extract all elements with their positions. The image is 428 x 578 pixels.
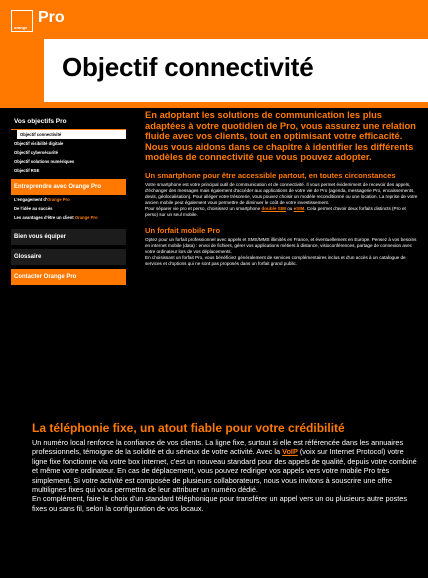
nav-item-cybersecurite[interactable]: Objectif cybersécurité	[14, 150, 58, 155]
nav-section-contact[interactable]: Contacter Orange Pro	[11, 269, 126, 285]
orange-logo: orange	[11, 10, 33, 32]
nav-section-vos-objectifs[interactable]: Vos objectifs Pro	[11, 114, 126, 130]
nav-item-solutions-numeriques[interactable]: Objectif solutions numériques	[14, 159, 75, 164]
nav-item-connectivite[interactable]: Objectif connectivité	[17, 130, 126, 139]
section-text-forfait: Optez pour un forfait professionnel avec appels et SMS/MMS illimités en France, et éventuellement en Europe. Pensez à vos besoins en internet mobile (data) : envoi de fichiers, gérer vos applications métiers à distance, visioconférences, partage de connexion avec votre ordinateur lors de vos déplacements.	[145, 236, 417, 254]
nav-section-entreprendre[interactable]: Entreprendre avec Orange Pro	[11, 179, 126, 195]
section-text-forfait-2: En choisissant un forfait Pro, vous bénéficiez généralement de services complémentaires inclus et d'un accès à un catalogue de services et d'options qui ne sont pas proposés dans un forfait grand public.	[145, 254, 406, 266]
nav-item-engagement[interactable]: L'engagement d'Orange Pro	[14, 197, 70, 202]
section-text-smartphone-sim: Pour séparer vie pro et perso, choisissez un smartphone double SIM ou eSIM. Cela permet d'avoir deux forfaits distincts (Pro et perso) sur un seul mobile.	[145, 205, 406, 217]
nav-item-idee-succes[interactable]: De l'idée au succès	[14, 206, 53, 211]
voip-link[interactable]: VoIP	[282, 447, 298, 457]
section-title-smartphone: Un smartphone pour être accessible partout, en toutes circonstances	[145, 170, 396, 180]
fixed-telephony-section	[32, 421, 417, 513]
nav-section-glossaire[interactable]: Glossaire	[11, 249, 126, 265]
main-content	[145, 110, 420, 267]
page-title: Objectif connectivité	[62, 52, 314, 82]
nav-item-avantages[interactable]: Les avantages d'être un client Orange Pro	[14, 215, 98, 220]
fixed-telephony-text: Un numéro local renforce la confiance de vos clients. La ligne fixe, surtout si elle est référencée dans les annuaires professionnels, témoigne de la solidité et du sérieux de votre activité. Avec la VoIP (voix sur Internet Protocol) votre ligne fixe fonctionne via votre box internet, c'est un nouveau standard pour des appels de qualité, depuis votre combiné et même votre ordinateur. En cas de déplacement, vous pouvez rediriger vos appels vers votre mobile Pro très simplement. Si votre activité est composée de plusieurs collaborateurs, nous vous invitons à souscrire une offre multilignes fixes qui vous permettra de leur attribuer un numéro dédié.	[32, 438, 417, 495]
section-title-forfait: Un forfait mobile Pro	[145, 225, 221, 235]
nav-item-visibilite[interactable]: Objectif visibilité digitale	[14, 141, 64, 146]
fixed-telephony-title: La téléphonie fixe, un atout fiable pour votre crédibilité	[32, 421, 345, 435]
divider-bar	[0, 102, 428, 108]
section-text-smartphone: Votre smartphone est votre principal outil de communication et de connectivité. Il vous permet évidemment de recevoir des appels, d'échanger des messages mais également d'accéder aux applications de votre vie de Pro (agenda, messagerie Pro, encaissements, devis, géolocalisation). Pour alléger votre trésorerie, vous pouvez choisir un modèle reconditionné ou une location. La reprise de votre ancien mobile peut également vous permettre de diminuer le coût de votre investissement.	[145, 181, 418, 205]
sidebar-nav	[11, 114, 126, 285]
brand-name: Pro	[38, 9, 65, 26]
nav-item-rse[interactable]: Objectif RSE	[14, 168, 40, 173]
double-sim-link[interactable]: double SIM	[261, 205, 286, 211]
fixed-telephony-text-2: En complément, faire le choix d'un standard téléphonique pour transférer un appel vers un ou plusieurs autre postes fixes ou sans fil, selon la configuration de vos locaux.	[32, 494, 407, 513]
esim-link[interactable]: eSIM	[293, 205, 305, 211]
intro-text: En adoptant les solutions de communication les plus adaptées à votre quotidien de Pro, vous assurez une relation fluide avec vos clients, tout en optimisant votre efficacité. Nous vous aidons dans ce chapitre à identifier les différents modèles de connectivité que vous pouvez adopter.	[145, 109, 416, 162]
nav-section-equiper[interactable]: Bien vous équiper	[11, 229, 126, 245]
